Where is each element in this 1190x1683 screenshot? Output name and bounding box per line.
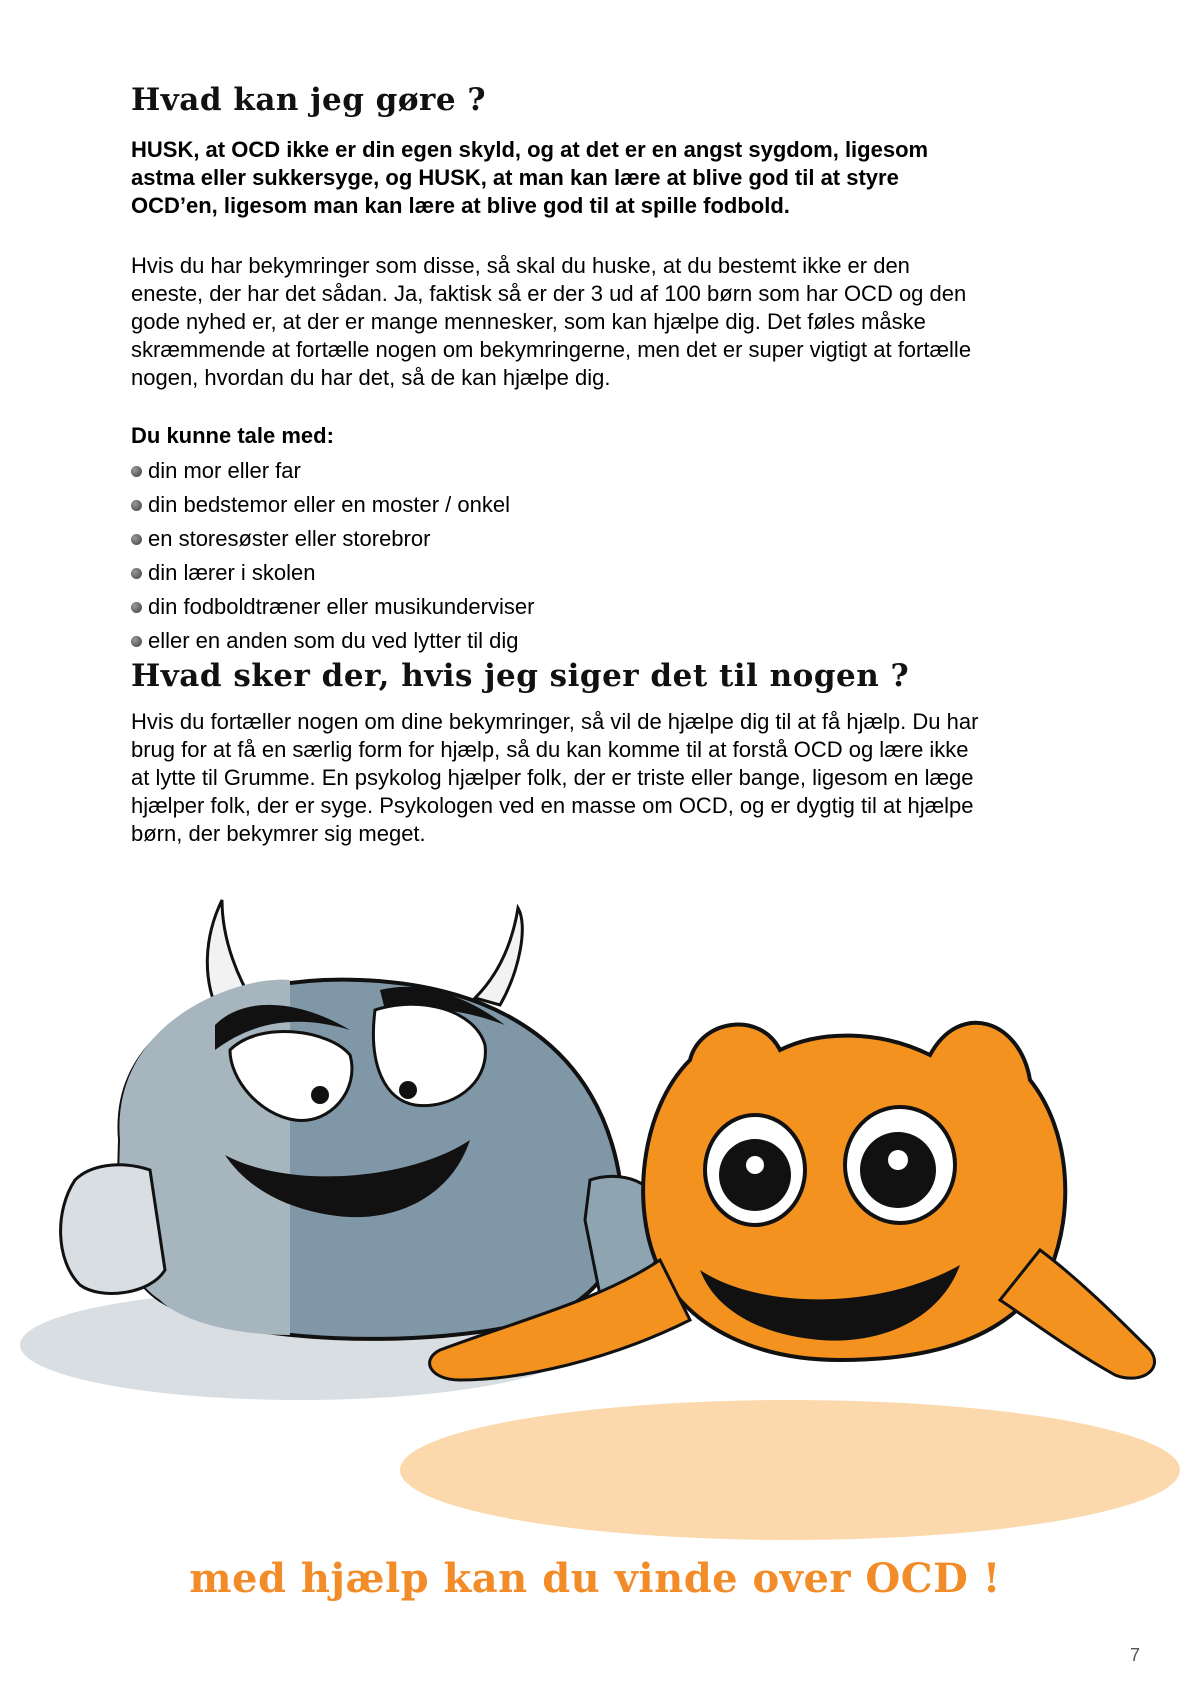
monsters-illustration bbox=[0, 880, 1190, 1560]
lead-line: astma eller sukkersyge, og HUSK, at man kan lære at blive god til at styre bbox=[131, 165, 899, 190]
orange-monster-right-leg bbox=[1000, 1250, 1155, 1378]
heading-what-happens: Hvad sker der, hvis jeg siger det til nogen ? bbox=[131, 658, 910, 694]
bullet-icon bbox=[131, 466, 142, 477]
list-heading: Du kunne tale med: bbox=[131, 423, 334, 448]
page-number: 7 bbox=[1130, 1645, 1141, 1665]
tagline: med hjælp kan du vinde over OCD ! bbox=[189, 1555, 1001, 1602]
grey-monster-left-pupil bbox=[311, 1086, 329, 1104]
body-line: Hvis du har bekymringer som disse, så skal du huske, at du bestemt ikke er den bbox=[131, 253, 910, 278]
list-item-text: din bedstemor eller en moster / onkel bbox=[148, 492, 510, 517]
body-line: gode nyhed er, at der er mange mennesker, som kan hjælpe dig. Det føles måske bbox=[131, 309, 926, 334]
list-item-text: en storesøster eller storebror bbox=[148, 526, 431, 551]
orange-monster-left-eye-shine bbox=[746, 1156, 764, 1174]
list-item bbox=[131, 556, 1071, 590]
body-paragraph-1 bbox=[131, 252, 1071, 392]
list-item bbox=[131, 624, 1071, 658]
bullet-icon bbox=[131, 568, 142, 579]
list-item bbox=[131, 488, 1071, 522]
lead-line: HUSK, at OCD ikke er din egen skyld, og at det er en angst sygdom, ligesom bbox=[131, 137, 929, 162]
body-line: at lytte til Grumme. En psykolog hjælper folk, der er triste eller bange, ligesom en læge bbox=[131, 765, 974, 790]
page-content bbox=[131, 82, 1071, 848]
body-line: brug for at få en særlig form for hjælp, så du kan komme til at forstå OCD og lære ikke bbox=[131, 737, 969, 762]
heading-what-can-i-do: Hvad kan jeg gøre ? bbox=[131, 82, 487, 118]
body-line: hjælper folk, der er syge. Psykologen ved en masse om OCD, og er dygtig til at hjælpe bbox=[131, 793, 974, 818]
body-line: børn, der bekymrer sig meget. bbox=[131, 821, 426, 846]
body-line: eneste, der har det sådan. Ja, faktisk så er der 3 ud af 100 børn som har OCD og den bbox=[131, 281, 967, 306]
bullet-icon bbox=[131, 602, 142, 613]
bullet-icon bbox=[131, 534, 142, 545]
list-item bbox=[131, 522, 1071, 556]
lead-paragraph bbox=[131, 136, 1071, 220]
list-item bbox=[131, 454, 1071, 488]
bullet-icon bbox=[131, 636, 142, 647]
orange-monster-left-pupil bbox=[719, 1139, 791, 1211]
bullet-icon bbox=[131, 500, 142, 511]
orange-monster-right-eye-shine bbox=[888, 1150, 908, 1170]
list-item-text: din mor eller far bbox=[148, 458, 301, 483]
grey-monster-left-arm bbox=[61, 1165, 165, 1294]
body-line: nogen, hvordan du har det, så de kan hjælpe dig. bbox=[131, 365, 611, 390]
list-item bbox=[131, 590, 1071, 624]
body-line: Hvis du fortæller nogen om dine bekymringer, så vil de hjælpe dig til at få hjælp. Du har bbox=[131, 709, 979, 734]
body-line: skræmmende at fortælle nogen om bekymringerne, men det er super vigtigt at fortælle bbox=[131, 337, 972, 362]
people-list bbox=[131, 454, 1071, 658]
lead-line: OCD’en, ligesom man kan lære at blive god til at spille fodbold. bbox=[131, 193, 790, 218]
grey-monster bbox=[61, 900, 666, 1339]
list-item-text: din lærer i skolen bbox=[148, 560, 316, 585]
list-item-text: din fodboldtræner eller musikunderviser bbox=[148, 594, 535, 619]
orange-monster-shadow bbox=[400, 1400, 1180, 1540]
grey-monster-right-horn bbox=[475, 908, 522, 1005]
body-paragraph-2 bbox=[131, 708, 1071, 848]
grey-monster-right-pupil bbox=[399, 1081, 417, 1099]
list-item-text: eller en anden som du ved lytter til dig bbox=[148, 628, 519, 653]
